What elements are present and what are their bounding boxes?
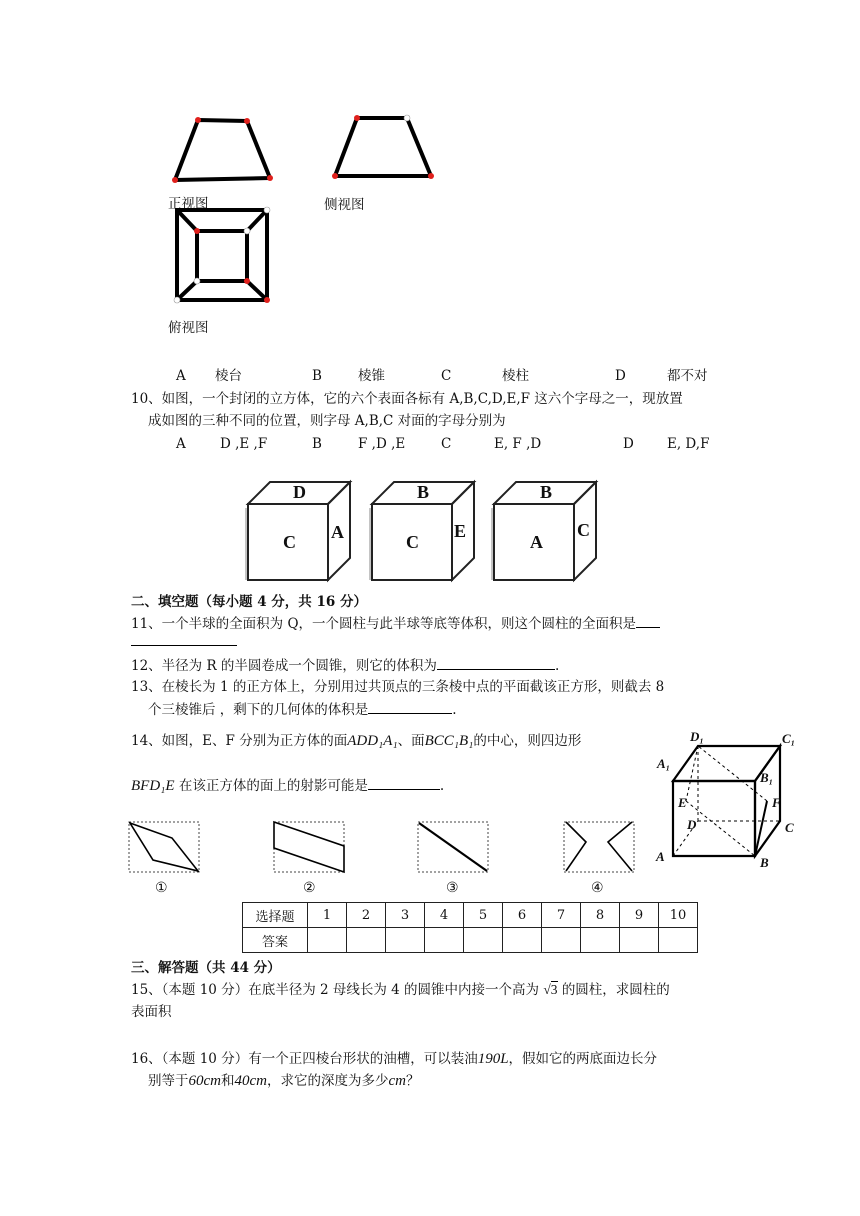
q14-cube-label-c: C xyxy=(785,820,794,835)
shadow-option-4-label: ④ xyxy=(591,880,604,896)
answer-cell[interactable] xyxy=(386,928,425,953)
q10-option-d-letter: D xyxy=(623,436,634,452)
q16-unit: cm xyxy=(388,1073,406,1089)
q16-volume: 190L xyxy=(477,1051,509,1067)
q14-stem-line2: 在该正方体的面上的射影可能是 xyxy=(178,778,368,794)
q9-option-b-letter: B xyxy=(312,368,322,384)
q13-text-line2: 个三棱锥后 ，剩下的几何体的体积是 . xyxy=(148,699,457,720)
q16-length-2: 40cm xyxy=(234,1073,267,1089)
q15-stem-end: 的圆柱，求圆柱的 xyxy=(561,982,670,998)
q14-face-1: ADD₁A₁ xyxy=(347,733,398,749)
q16-text-line1 xyxy=(131,1049,657,1069)
answer-cell[interactable] xyxy=(542,928,581,953)
top-view-figure xyxy=(168,202,280,308)
q15-sqrt-radicand: 3 xyxy=(550,982,558,997)
q12-text: 12、半径为 R 的半圆卷成一个圆锥，则它的体积为 . xyxy=(131,655,559,676)
answer-cell[interactable] xyxy=(464,928,503,953)
q16-stem-c: 别等于 xyxy=(148,1073,189,1089)
q10-option-c-letter: C xyxy=(441,436,452,452)
q13-stem-line1: 13、在棱长为 1 的正方体上，分别用过共顶点的三条棱中点的平面截该正方形，则截去 8 xyxy=(131,679,665,695)
q11-blank-part2 xyxy=(131,645,237,646)
q14-face-2: BCC₁B₁ xyxy=(424,733,474,749)
q14-text-line1 xyxy=(131,731,581,751)
q15-stem-line2: 表面积 xyxy=(131,1004,172,1020)
q14-cube-label-a1: A₁ xyxy=(657,756,671,771)
q14-blank xyxy=(368,775,440,790)
q14-text-line2: BFD₁E 在该正方体的面上的射影可能是 . xyxy=(131,775,444,796)
q14-cube-label-b: B xyxy=(760,855,769,870)
cube-2-front-letter: C xyxy=(406,532,419,552)
answer-table-number: 10 xyxy=(659,903,698,928)
answer-table-number: 6 xyxy=(503,903,542,928)
section-3-heading: 三、解答题（共 44 分） xyxy=(131,960,281,976)
cube-1-right-letter: A xyxy=(331,522,344,542)
q14-cube-label-d: D xyxy=(687,817,697,832)
q15-stem: 15、（本题 10 分）在底半径为 2 母线长为 4 的圆锥中内接一个高为 xyxy=(131,982,540,998)
q9-option-a-letter: A xyxy=(176,368,186,384)
answer-table xyxy=(242,902,698,953)
q13-stem-line2: 个三棱锥后 ，剩下的几何体的体积是 xyxy=(148,702,369,718)
shadow-option-2-figure xyxy=(270,818,348,876)
q9-option-a-text: 棱台 xyxy=(215,368,242,384)
q16-end: ？ xyxy=(406,1073,420,1089)
q10-option-b-text: F ,D ,E xyxy=(358,436,406,452)
answer-table-number: 5 xyxy=(464,903,503,928)
side-view-label: 侧视图 xyxy=(324,197,365,213)
q15-text-line1 xyxy=(131,980,670,1000)
q9-option-c-text: 棱柱 xyxy=(502,368,529,384)
q10-option-b-letter: B xyxy=(312,436,322,452)
answer-table-answer-row xyxy=(243,928,698,953)
cube-1-top-letter: D xyxy=(293,482,306,502)
cube-3-top-letter: B xyxy=(540,482,553,502)
q16-text-line2 xyxy=(148,1071,420,1091)
top-view-label: 俯视图 xyxy=(168,320,209,336)
q14-cube-figure xyxy=(648,724,818,884)
q10-stem-line1: 10、如图，一个封闭的立方体，它的六个表面各标有 A,B,C,D,E,F 这六个字母之一，现放置 xyxy=(131,391,683,407)
shadow-option-3-label: ③ xyxy=(446,880,459,896)
q14-cube-label-f: F xyxy=(772,795,781,810)
q9-option-d-text: 都不对 xyxy=(667,368,708,384)
answer-table-row1-header: 选择题 xyxy=(243,903,308,928)
q14-cube-label-a: A xyxy=(656,849,665,864)
answer-table-number: 2 xyxy=(347,903,386,928)
cube-2-right-letter: E xyxy=(454,521,467,541)
cube-1-front-letter: C xyxy=(283,532,296,552)
answer-table-header-row xyxy=(243,903,698,928)
shadow-option-1-figure xyxy=(126,818,202,876)
front-view-label: 正视图 xyxy=(168,196,209,212)
q14-stem-mid: 、面 xyxy=(397,733,425,749)
q14-stem-post: 的中心，则四边形 xyxy=(473,733,582,749)
answer-cell[interactable] xyxy=(581,928,620,953)
cube-3-front-letter: A xyxy=(530,532,543,552)
answer-cell[interactable] xyxy=(503,928,542,953)
cube-2-top-letter: B xyxy=(417,482,430,502)
q14-stem-pre: 14、如图，E、F 分别为正方体的面 xyxy=(131,733,348,749)
q16-stem-b: ，假如它的两底面边长分 xyxy=(508,1051,658,1067)
side-view-figure xyxy=(325,108,445,188)
q16-and: 和 xyxy=(221,1073,235,1089)
q14-cube-label-c1: C₁ xyxy=(782,731,796,746)
answer-table-number: 4 xyxy=(425,903,464,928)
q10-option-a-text: D ,E ,F xyxy=(220,436,268,452)
shadow-option-3-figure xyxy=(414,818,492,876)
q12-stem: 12、半径为 R 的半圆卷成一个圆锥，则它的体积为 xyxy=(131,658,437,674)
q13-blank xyxy=(368,699,452,714)
q10-option-c-text: E, F ,D xyxy=(494,436,542,452)
q16-stem-d: ，求它的深度为多少 xyxy=(267,1073,389,1089)
cube-3-right-letter: C xyxy=(577,520,590,540)
shadow-option-1-label: ① xyxy=(155,880,168,896)
answer-table-number: 3 xyxy=(386,903,425,928)
answer-table-number: 8 xyxy=(581,903,620,928)
shadow-option-2-label: ② xyxy=(303,880,316,896)
answer-cell[interactable] xyxy=(347,928,386,953)
answer-table-row2-header: 答案 xyxy=(243,928,308,953)
q11-text xyxy=(131,613,660,634)
q14-cube-label-e: E xyxy=(678,795,687,810)
answer-cell[interactable] xyxy=(425,928,464,953)
answer-cell[interactable] xyxy=(659,928,698,953)
q10-stem-line2: 成如图的三种不同的位置，则字母 A,B,C 对面的字母分别为 xyxy=(148,413,506,429)
q14-cube-label-b1: B₁ xyxy=(760,770,774,785)
q10-option-d-text: E, D,F xyxy=(667,436,710,452)
answer-table-number: 1 xyxy=(308,903,347,928)
q15-sqrt: √3 xyxy=(543,982,558,997)
answer-table-number: 9 xyxy=(620,903,659,928)
answer-cell[interactable] xyxy=(620,928,659,953)
q11-stem: 11、一个半球的全面积为 Q，一个圆柱与此半球等底等体积，则这个圆柱的全面积是 xyxy=(131,616,637,632)
q16-length-1: 60cm xyxy=(188,1073,221,1089)
q16-stem-a: 16、（本题 10 分）有一个正四棱台形状的油槽，可以装油 xyxy=(131,1051,478,1067)
q9-option-c-letter: C xyxy=(441,368,452,384)
q11-blank-part1 xyxy=(636,613,660,628)
q14-quadrilateral: BFD₁E xyxy=(131,778,175,794)
front-view-figure xyxy=(165,110,285,190)
q14-cube-label-d1: D₁ xyxy=(690,729,704,744)
answer-cell[interactable] xyxy=(308,928,347,953)
q9-option-b-text: 棱锥 xyxy=(358,368,385,384)
section-2-heading: 二、填空题（每小题 4 分，共 16 分） xyxy=(131,594,367,610)
q9-option-d-letter: D xyxy=(615,368,626,384)
answer-table-number: 7 xyxy=(542,903,581,928)
shadow-option-4-figure xyxy=(560,818,638,876)
q12-blank xyxy=(437,655,555,670)
q10-option-a-letter: A xyxy=(176,436,186,452)
